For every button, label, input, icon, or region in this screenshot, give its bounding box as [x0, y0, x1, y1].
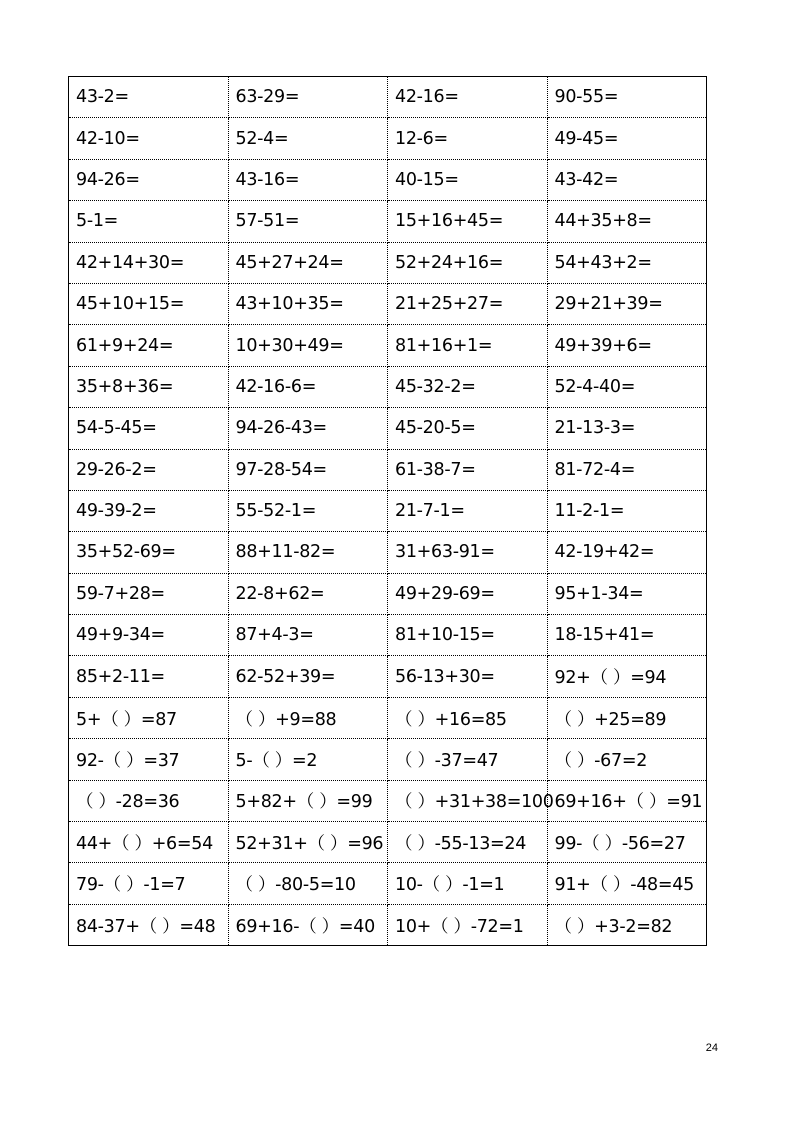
worksheet-row [69, 615, 707, 656]
math-problem-cell: 12-6= [388, 118, 548, 159]
math-problem-cell: 43-2= [69, 77, 229, 118]
worksheet-row [69, 739, 707, 780]
math-problem-cell: 21-13-3= [547, 408, 707, 449]
math-problem-cell: 49-39-2= [69, 490, 229, 531]
worksheet-row [69, 242, 707, 283]
math-problem-cell: 43-42= [547, 159, 707, 200]
math-problem-cell: 15+16+45= [388, 201, 548, 242]
page-number: 24 [705, 1042, 718, 1054]
worksheet-row [69, 408, 707, 449]
math-problem-cell: 85+2-11= [69, 656, 229, 697]
math-problem-cell: 57-51= [228, 201, 388, 242]
math-problem-cell: 44+35+8= [547, 201, 707, 242]
math-problem-cell: 99-（ ）-56=27 [547, 822, 707, 863]
math-problem-cell: 29-26-2= [69, 449, 229, 490]
worksheet-row [69, 656, 707, 697]
math-problem-cell: 45-20-5= [388, 408, 548, 449]
math-problem-cell: 62-52+39= [228, 656, 388, 697]
worksheet-row [69, 532, 707, 573]
math-problem-cell: 18-15+41= [547, 615, 707, 656]
math-problem-cell: 10+（ ）-72=1 [388, 904, 548, 945]
math-problem-cell: 61+9+24= [69, 325, 229, 366]
math-problem-cell: 59-7+28= [69, 573, 229, 614]
math-problem-cell: 69+16-（ ）=40 [228, 904, 388, 945]
math-problem-cell: 10-（ ）-1=1 [388, 863, 548, 904]
math-problem-cell: 52+31+（ ）=96 [228, 822, 388, 863]
math-problem-cell: 49+29-69= [388, 573, 548, 614]
math-problem-cell: 10+30+49= [228, 325, 388, 366]
math-problem-cell: 91+（ ）-48=45 [547, 863, 707, 904]
math-problem-cell: （ ）+31+38=100 [388, 780, 548, 821]
math-problem-cell: 49-45= [547, 118, 707, 159]
math-problem-cell: 54+43+2= [547, 242, 707, 283]
math-problem-cell: （ ）-28=36 [69, 780, 229, 821]
math-problem-cell: 84-37+（ ）=48 [69, 904, 229, 945]
math-problem-cell: 52+24+16= [388, 242, 548, 283]
math-problem-cell: 21-7-1= [388, 490, 548, 531]
worksheet-row [69, 490, 707, 531]
math-problem-cell: 21+25+27= [388, 283, 548, 324]
math-problem-cell: （ ）-80-5=10 [228, 863, 388, 904]
math-problem-cell: 5-（ ）=2 [228, 739, 388, 780]
worksheet-row [69, 201, 707, 242]
math-problem-cell: 79-（ ）-1=7 [69, 863, 229, 904]
math-problem-cell: 94-26= [69, 159, 229, 200]
math-problem-cell: 95+1-34= [547, 573, 707, 614]
worksheet-body [69, 77, 707, 946]
math-problem-cell: （ ）-67=2 [547, 739, 707, 780]
worksheet-row [69, 697, 707, 738]
math-problem-cell: 42-19+42= [547, 532, 707, 573]
worksheet-row [69, 863, 707, 904]
math-problem-cell: 92+（ ）=94 [547, 656, 707, 697]
math-problem-cell: 69+16+（ ）=91 [547, 780, 707, 821]
math-problem-cell: 56-13+30= [388, 656, 548, 697]
worksheet-row [69, 904, 707, 945]
math-problem-cell: 52-4-40= [547, 366, 707, 407]
math-problem-cell: 5+（ ）=87 [69, 697, 229, 738]
math-problem-cell: （ ）-37=47 [388, 739, 548, 780]
math-problem-cell: 45+10+15= [69, 283, 229, 324]
math-problem-cell: （ ）+25=89 [547, 697, 707, 738]
math-problem-cell: 35+8+36= [69, 366, 229, 407]
math-problem-cell: 81+10-15= [388, 615, 548, 656]
math-problem-cell: 31+63-91= [388, 532, 548, 573]
math-problem-cell: 44+（ ）+6=54 [69, 822, 229, 863]
math-problem-cell: 11-2-1= [547, 490, 707, 531]
math-problem-cell: （ ）+16=85 [388, 697, 548, 738]
math-problem-cell: 55-52-1= [228, 490, 388, 531]
worksheet-row [69, 325, 707, 366]
math-problem-cell: （ ）+9=88 [228, 697, 388, 738]
math-problem-cell: 88+11-82= [228, 532, 388, 573]
math-problem-cell: 29+21+39= [547, 283, 707, 324]
math-problem-cell: 49+9-34= [69, 615, 229, 656]
worksheet-row [69, 118, 707, 159]
math-problem-cell: 54-5-45= [69, 408, 229, 449]
math-problem-cell: 81-72-4= [547, 449, 707, 490]
math-problem-cell: 35+52-69= [69, 532, 229, 573]
math-problem-cell: 81+16+1= [388, 325, 548, 366]
math-problem-cell: 49+39+6= [547, 325, 707, 366]
worksheet-row [69, 159, 707, 200]
worksheet-row [69, 283, 707, 324]
math-problem-cell: 43+10+35= [228, 283, 388, 324]
worksheet-row [69, 366, 707, 407]
math-problem-cell: 45-32-2= [388, 366, 548, 407]
worksheet-row [69, 573, 707, 614]
math-problem-cell: 22-8+62= [228, 573, 388, 614]
math-problem-cell: 63-29= [228, 77, 388, 118]
math-problem-cell: 42-16-6= [228, 366, 388, 407]
math-problem-cell: 92-（ ）=37 [69, 739, 229, 780]
worksheet-row [69, 77, 707, 118]
math-problem-cell: 42-10= [69, 118, 229, 159]
arithmetic-worksheet-table [68, 76, 707, 946]
math-problem-cell: 42+14+30= [69, 242, 229, 283]
worksheet-row [69, 449, 707, 490]
math-problem-cell: 45+27+24= [228, 242, 388, 283]
math-problem-cell: 97-28-54= [228, 449, 388, 490]
math-problem-cell: （ ）+3-2=82 [547, 904, 707, 945]
math-problem-cell: 87+4-3= [228, 615, 388, 656]
math-problem-cell: 5+82+（ ）=99 [228, 780, 388, 821]
worksheet-row [69, 822, 707, 863]
math-problem-cell: 94-26-43= [228, 408, 388, 449]
math-problem-cell: 5-1= [69, 201, 229, 242]
math-problem-cell: 43-16= [228, 159, 388, 200]
math-problem-cell: 40-15= [388, 159, 548, 200]
math-problem-cell: 90-55= [547, 77, 707, 118]
math-problem-cell: （ ）-55-13=24 [388, 822, 548, 863]
math-problem-cell: 52-4= [228, 118, 388, 159]
math-problem-cell: 61-38-7= [388, 449, 548, 490]
math-problem-cell: 42-16= [388, 77, 548, 118]
worksheet-row [69, 780, 707, 821]
